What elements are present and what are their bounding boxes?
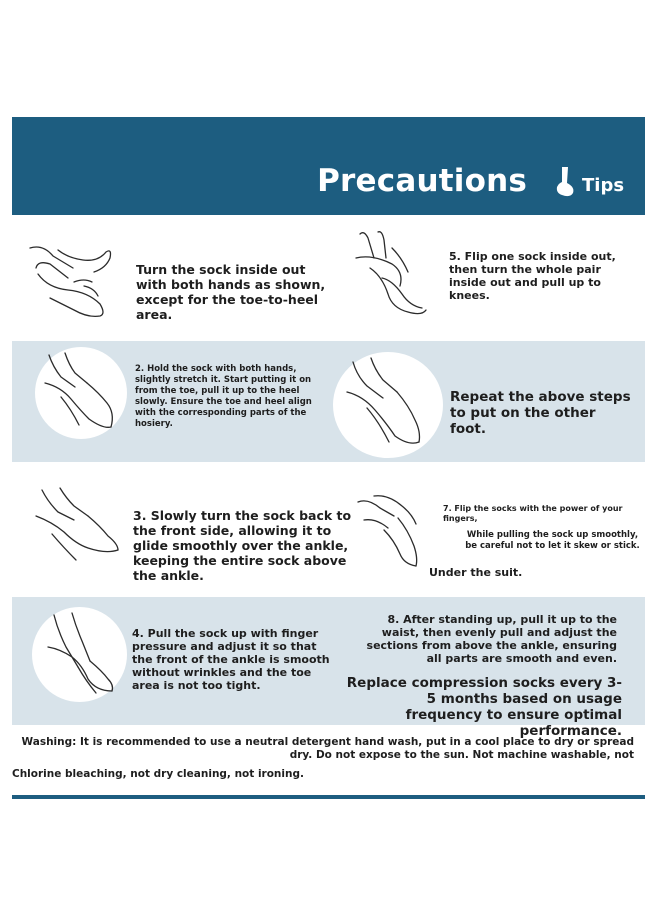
step-8-text: 8. After standing up, pull it up to the waist, then evenly pull and adjust the sections from above the ankle, ensuring all parts are smooth and even. [366, 613, 617, 665]
sock-tips-icon [554, 165, 576, 199]
step-1-text: Turn the sock inside out with both hands as shown, except for the toe-to-heel area. [136, 262, 326, 322]
washing-line-1: Washing: It is recommended to use a neutral detergent hand wash, put in a cool place to dry or spread dry. Do not expose to the sun. Not machine washable, not [21, 736, 634, 761]
step-7c-text: Under the suit. [429, 566, 523, 579]
washing-instructions [14, 736, 634, 781]
washing-line-2: Chlorine bleaching, not dry cleaning, not ironing. [12, 768, 304, 780]
finger-flip-illustration [354, 490, 434, 570]
page-title: Precautions [317, 163, 527, 199]
step-6-text: Repeat the above steps to put on the other foot. [450, 389, 631, 437]
header-banner [12, 117, 645, 215]
step-2-text: 2. Hold the sock with both hands, slightly stretch it. Start putting it on from the toe, pull it up to the heel slowly. Ensure the toe and heel align with the corresponding parts of the hosiery. [135, 364, 312, 429]
hold-sock-illustration [35, 347, 127, 439]
replace-notice: Replace compression socks every 3-5 months based on usage frequency to ensure optimal performance. [346, 675, 622, 739]
other-foot-illustration [333, 352, 443, 458]
footer-divider [12, 795, 645, 799]
step-5-text: 5. Flip one sock inside out, then turn the whole pair inside out and pull up to knees. [449, 250, 616, 302]
step-4-text: 4. Pull the sock up with finger pressure and adjust it so that the front of the ankle is smooth without wrinkles and the toe area is not too tight. [132, 627, 330, 692]
step-7b-text: While pulling the sock up smoothly, be careful not to let it skew or stick. [465, 530, 640, 551]
tips-label: Tips [582, 175, 625, 196]
glide-sock-illustration [30, 486, 130, 568]
step-3-text: 3. Slowly turn the sock back to the front side, allowing it to glide smoothly over the ankle, keeping the entire sock above the ankle. [133, 508, 352, 583]
flip-sock-illustration [352, 228, 437, 323]
step-7a-text: 7. Flip the socks with the power of your fingers, [443, 504, 623, 523]
pull-sock-illustration [32, 607, 127, 702]
turn-sock-illustration [28, 238, 123, 320]
